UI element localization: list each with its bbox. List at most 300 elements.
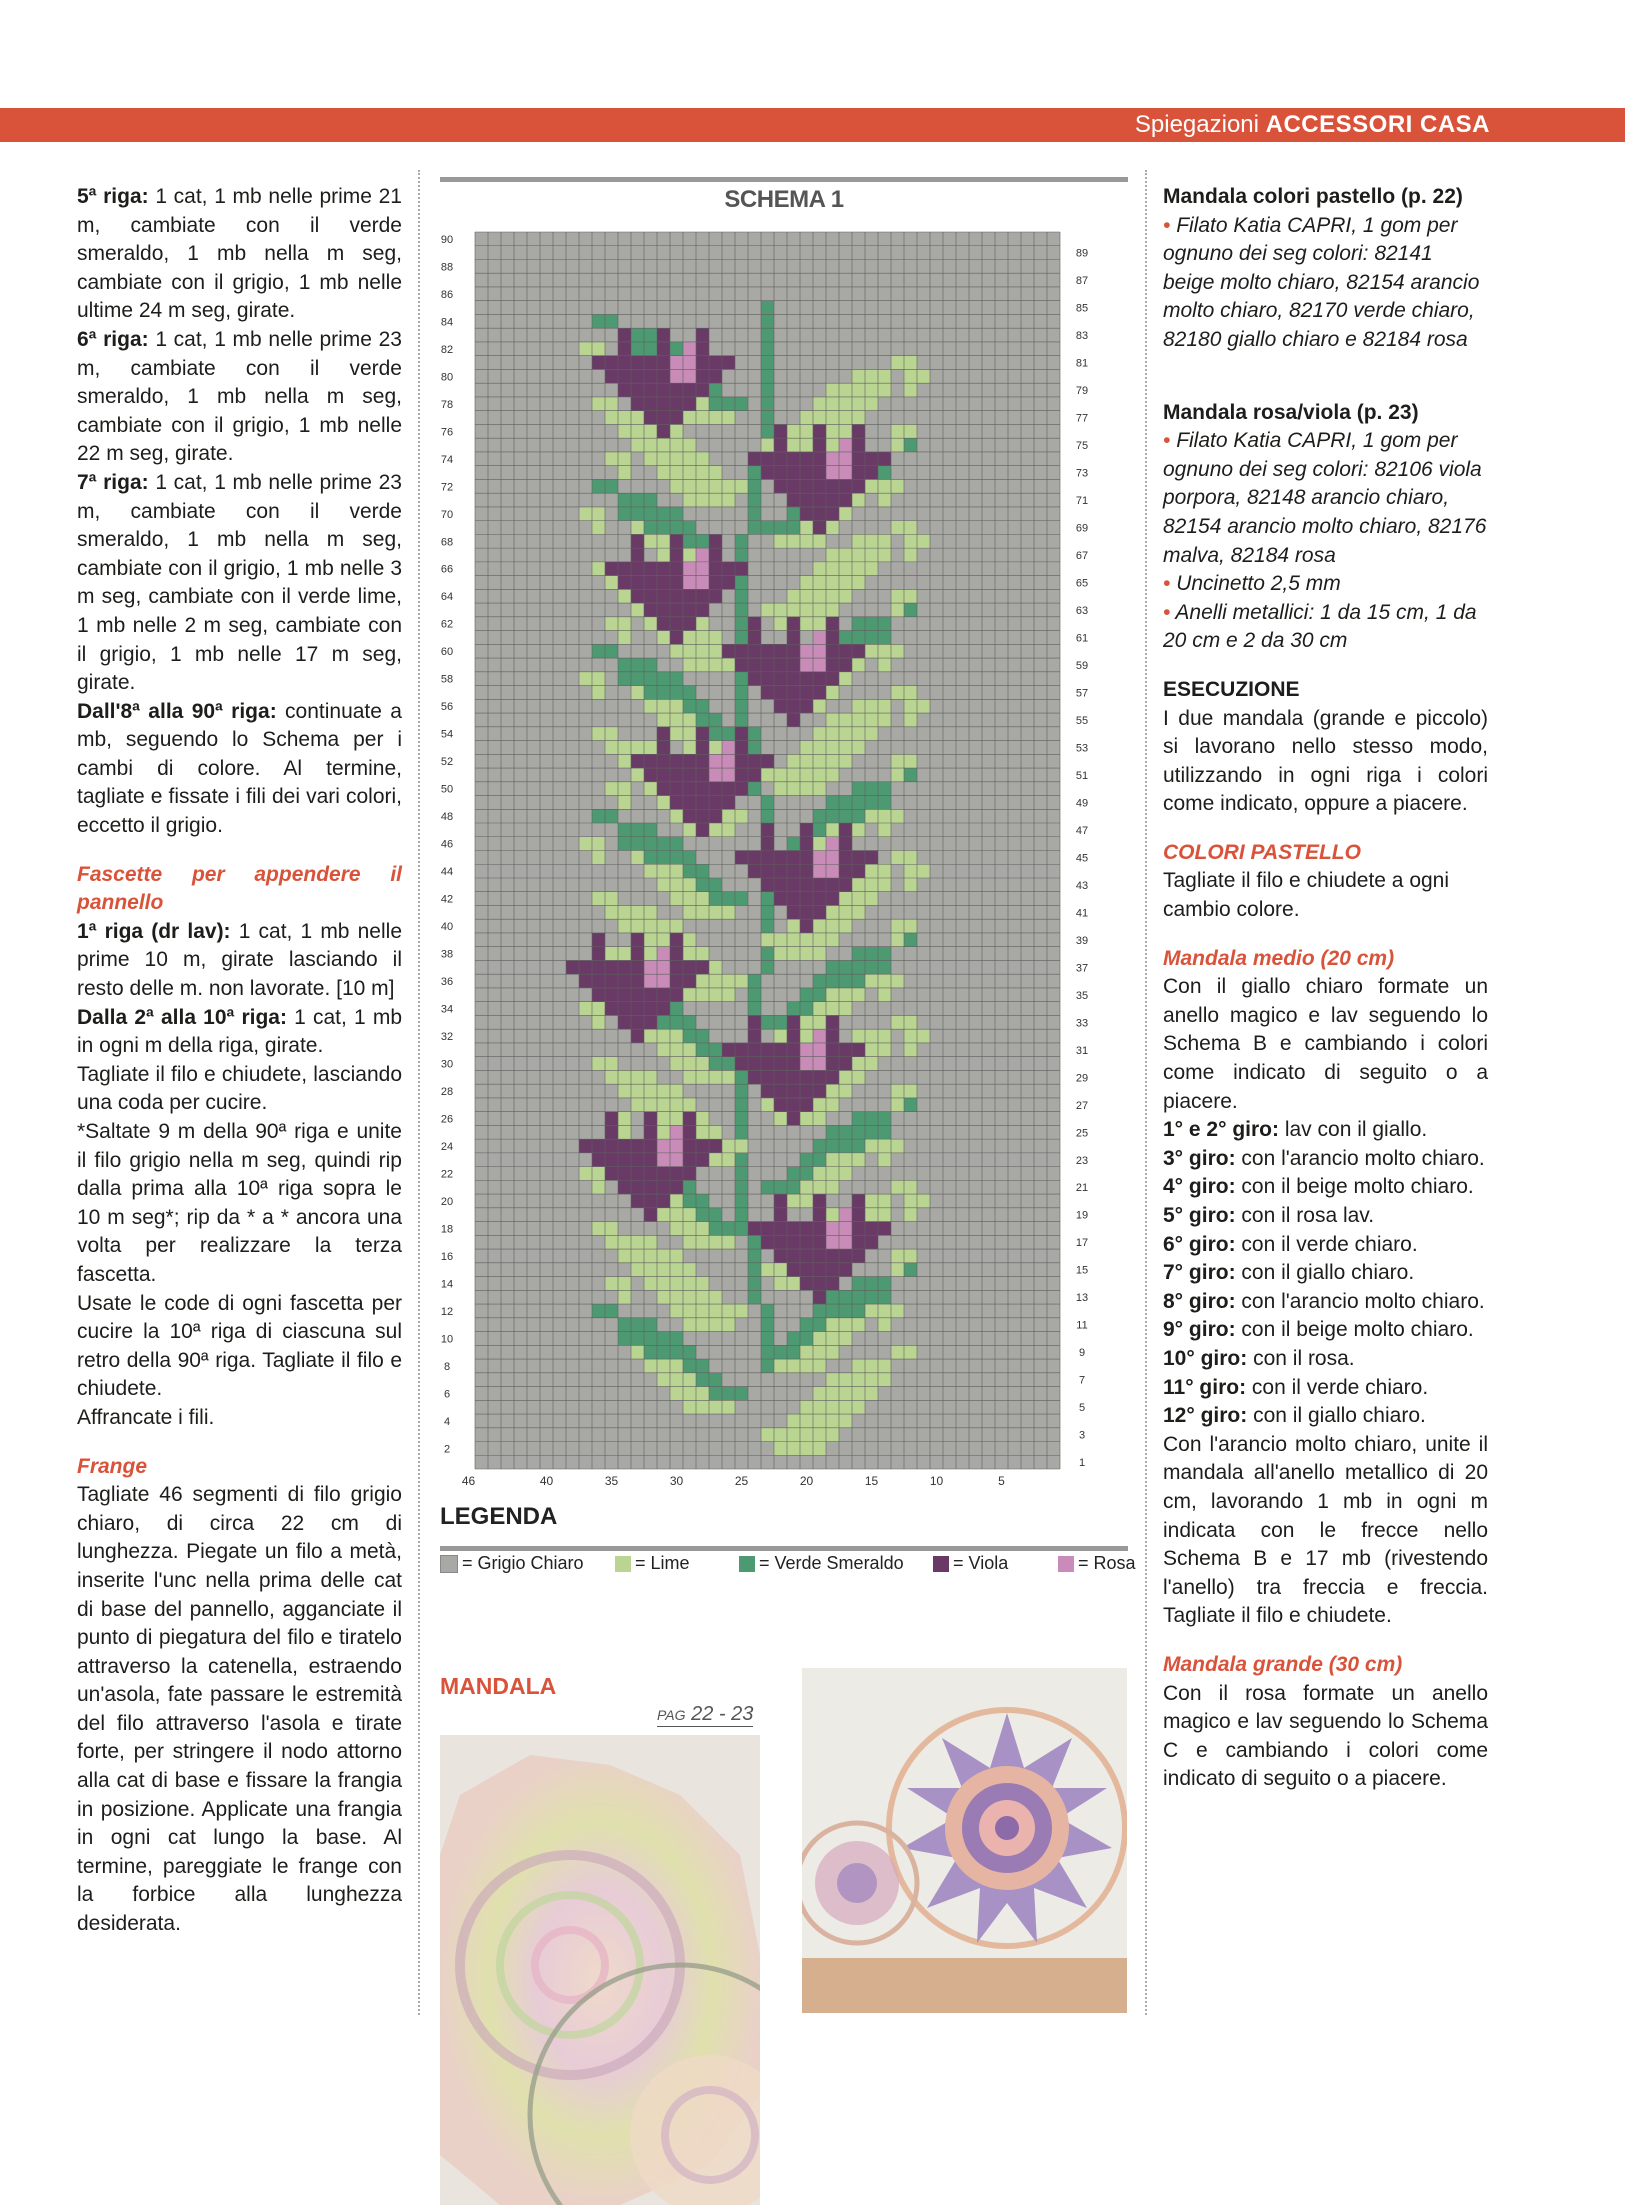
round-9 bbox=[1163, 1316, 1488, 1345]
stitch-cell bbox=[852, 878, 865, 892]
stitch-cell bbox=[592, 960, 605, 974]
stitch-cell bbox=[878, 960, 891, 974]
stitch-cell bbox=[631, 576, 644, 590]
stitch-cell bbox=[865, 1222, 878, 1236]
swatch-rosa bbox=[1058, 1556, 1074, 1572]
stitch-cell bbox=[670, 1057, 683, 1071]
stitch-cell bbox=[644, 1249, 657, 1263]
stitch-cell bbox=[852, 947, 865, 961]
stitch-cell bbox=[839, 1304, 852, 1318]
stitch-cell bbox=[683, 452, 696, 466]
stitch-cell bbox=[800, 589, 813, 603]
stitch-cell bbox=[787, 1222, 800, 1236]
stitch-cell bbox=[904, 768, 917, 782]
stitch-cell bbox=[709, 892, 722, 906]
stitch-cell bbox=[592, 988, 605, 1002]
stitch-cell bbox=[605, 411, 618, 425]
stitch-cell bbox=[605, 1222, 618, 1236]
stitch-cell bbox=[800, 1318, 813, 1332]
stitch-cell bbox=[839, 1222, 852, 1236]
stitch-cell bbox=[813, 782, 826, 796]
round-label: 6° giro: bbox=[1163, 1232, 1236, 1256]
stitch-cell bbox=[644, 1070, 657, 1084]
stitch-cell bbox=[644, 782, 657, 796]
stitch-cell bbox=[683, 1263, 696, 1277]
stitch-cell bbox=[787, 1194, 800, 1208]
stitch-cell bbox=[839, 1318, 852, 1332]
stitch-cell bbox=[800, 1084, 813, 1098]
stitch-cell bbox=[696, 1318, 709, 1332]
stitch-cell bbox=[579, 507, 592, 521]
stitch-cell bbox=[826, 809, 839, 823]
stitch-cell bbox=[800, 1098, 813, 1112]
stitch-cell bbox=[761, 328, 774, 342]
stitch-cell bbox=[579, 1139, 592, 1153]
stitch-cell bbox=[813, 823, 826, 837]
stitch-cell bbox=[644, 1139, 657, 1153]
materials-pastel-text bbox=[1163, 212, 1488, 355]
stitch-cell bbox=[839, 1139, 852, 1153]
stitch-cell bbox=[670, 548, 683, 562]
stitch-cell bbox=[670, 562, 683, 576]
stitch-cell bbox=[735, 1167, 748, 1181]
stitch-cell bbox=[748, 521, 761, 535]
stitch-cell bbox=[826, 1400, 839, 1414]
row-label-left: 84 bbox=[440, 316, 454, 329]
stitch-cell bbox=[657, 411, 670, 425]
stitch-cell bbox=[839, 1084, 852, 1098]
stitch-cell bbox=[592, 727, 605, 741]
stitch-cell bbox=[696, 383, 709, 397]
stitch-cell bbox=[631, 768, 644, 782]
stitch-cell bbox=[683, 1029, 696, 1043]
stitch-cell bbox=[839, 741, 852, 755]
stitch-cell bbox=[735, 1387, 748, 1401]
stitch-cell bbox=[657, 672, 670, 686]
stitch-cell bbox=[761, 672, 774, 686]
stitch-cell bbox=[592, 1167, 605, 1181]
stitch-cell bbox=[618, 562, 631, 576]
row-text: 1 cat, 1 mb nelle prime 21 m, cambiate con il verde smeraldo, 1 mb nella m seg, cambiate con il grigio, 1 mb nelle ultime 24 m seg, girate. bbox=[77, 185, 402, 323]
stitch-cell bbox=[761, 452, 774, 466]
stitch-cell bbox=[605, 452, 618, 466]
stitch-cell bbox=[865, 1112, 878, 1126]
stitch-cell bbox=[683, 823, 696, 837]
stitch-cell bbox=[774, 947, 787, 961]
stitch-cell bbox=[748, 864, 761, 878]
stitch-cell bbox=[696, 1139, 709, 1153]
stitch-cell bbox=[709, 1318, 722, 1332]
stitch-cell bbox=[891, 644, 904, 658]
stitch-cell bbox=[618, 672, 631, 686]
stitch-cell bbox=[657, 1112, 670, 1126]
row-label-right: 35 bbox=[1075, 989, 1089, 1002]
stitch-cell bbox=[774, 466, 787, 480]
stitch-cell bbox=[592, 933, 605, 947]
stitch-cell bbox=[800, 424, 813, 438]
stitch-cell bbox=[657, 1290, 670, 1304]
stitch-cell bbox=[644, 369, 657, 383]
stitch-cell bbox=[904, 534, 917, 548]
stitch-cell bbox=[683, 1208, 696, 1222]
row-label-right: 37 bbox=[1075, 962, 1089, 975]
stitch-cell bbox=[813, 521, 826, 535]
row-label-right: 13 bbox=[1075, 1292, 1089, 1305]
column-label: 20 bbox=[799, 1474, 814, 1488]
stitch-cell bbox=[644, 658, 657, 672]
stitch-cell bbox=[657, 1345, 670, 1359]
stitch-cell bbox=[618, 974, 631, 988]
stitch-cell bbox=[839, 507, 852, 521]
stitch-cell bbox=[800, 892, 813, 906]
pastel-colors-text: Tagliate il filo e chiudete a ogni cambio colore. bbox=[1163, 869, 1450, 922]
stitch-cell bbox=[657, 1332, 670, 1346]
stitch-cell bbox=[813, 878, 826, 892]
row-label-left: 90 bbox=[440, 233, 454, 246]
stitch-cell bbox=[696, 631, 709, 645]
stitch-cell bbox=[644, 1318, 657, 1332]
stitch-cell bbox=[722, 741, 735, 755]
stitch-cell bbox=[631, 947, 644, 961]
stitch-cell bbox=[735, 1194, 748, 1208]
stitch-cell bbox=[917, 1194, 930, 1208]
stitch-cell bbox=[865, 466, 878, 480]
stitch-cell bbox=[826, 823, 839, 837]
stitch-cell bbox=[826, 988, 839, 1002]
stitch-cell bbox=[618, 960, 631, 974]
row-label-left: 70 bbox=[440, 508, 454, 521]
stitch-cell bbox=[722, 1400, 735, 1414]
stitch-cell bbox=[722, 809, 735, 823]
stitch-cell bbox=[800, 988, 813, 1002]
stitch-cell bbox=[904, 1208, 917, 1222]
stitch-cell bbox=[644, 342, 657, 356]
stitch-cell bbox=[683, 782, 696, 796]
stitch-cell bbox=[852, 369, 865, 383]
stitch-cell bbox=[709, 493, 722, 507]
stitch-cell bbox=[644, 768, 657, 782]
stitch-cell bbox=[865, 1304, 878, 1318]
stitch-cell bbox=[774, 603, 787, 617]
stitch-cell bbox=[787, 686, 800, 700]
stitch-cell bbox=[709, 1373, 722, 1387]
stitch-cell bbox=[670, 1015, 683, 1029]
stitch-cell bbox=[748, 768, 761, 782]
stitch-cell bbox=[917, 699, 930, 713]
swatch-lime bbox=[615, 1556, 631, 1572]
stitch-cell bbox=[904, 1098, 917, 1112]
stitch-cell bbox=[865, 1235, 878, 1249]
stitch-cell bbox=[774, 686, 787, 700]
stitch-cell bbox=[683, 644, 696, 658]
stitch-cell bbox=[787, 1029, 800, 1043]
stitch-cell bbox=[683, 356, 696, 370]
row-text: 1 cat, 1 mb nelle prime 10 m, girate lasciando il resto delle m. non lavorate. [10 m] bbox=[77, 919, 402, 1001]
stitch-cell bbox=[748, 672, 761, 686]
stitch-cell bbox=[631, 741, 644, 755]
stitch-cell bbox=[696, 892, 709, 906]
row-label-left: 8 bbox=[443, 1360, 451, 1373]
stitch-cell bbox=[592, 507, 605, 521]
stitch-cell bbox=[722, 1387, 735, 1401]
stitch-cell bbox=[618, 1070, 631, 1084]
legend-item-verde bbox=[739, 1553, 904, 1574]
stitch-cell bbox=[761, 837, 774, 851]
stitch-cell bbox=[774, 452, 787, 466]
stitch-cell bbox=[657, 424, 670, 438]
stitch-cell bbox=[670, 356, 683, 370]
row-label-left: 12 bbox=[440, 1305, 454, 1318]
stitch-cell bbox=[735, 589, 748, 603]
stitch-cell bbox=[813, 809, 826, 823]
stitch-cell bbox=[631, 823, 644, 837]
stitch-cell bbox=[813, 576, 826, 590]
row-label-left: 60 bbox=[440, 646, 454, 659]
stitch-cell bbox=[774, 1249, 787, 1263]
stitch-cell bbox=[852, 438, 865, 452]
stitch-cell bbox=[826, 1167, 839, 1181]
row-label-left: 56 bbox=[440, 701, 454, 714]
round-text: con il beige molto chiaro. bbox=[1235, 1175, 1474, 1199]
stitch-cell bbox=[657, 768, 670, 782]
stitch-cell bbox=[852, 493, 865, 507]
round-label: 12° giro: bbox=[1163, 1404, 1248, 1428]
stitch-cell bbox=[618, 466, 631, 480]
stitch-cell bbox=[865, 1139, 878, 1153]
row-label-left: 58 bbox=[440, 673, 454, 686]
stitch-cell bbox=[891, 933, 904, 947]
stitch-cell bbox=[813, 1043, 826, 1057]
stitch-cell bbox=[904, 1029, 917, 1043]
stitch-cell bbox=[813, 933, 826, 947]
stitch-cell bbox=[852, 1387, 865, 1401]
stitch-cell bbox=[761, 603, 774, 617]
stitch-cell bbox=[813, 864, 826, 878]
stitch-cell bbox=[696, 1400, 709, 1414]
stitch-cell bbox=[800, 741, 813, 755]
stitch-cell bbox=[644, 1015, 657, 1029]
stitch-cell bbox=[592, 974, 605, 988]
stitch-cell bbox=[592, 1153, 605, 1167]
stitch-cell bbox=[618, 1249, 631, 1263]
stitch-cell bbox=[904, 686, 917, 700]
stitch-cell bbox=[839, 796, 852, 810]
stitch-cell bbox=[800, 947, 813, 961]
stitch-cell bbox=[644, 493, 657, 507]
stitch-cell bbox=[800, 933, 813, 947]
stitch-cell bbox=[631, 548, 644, 562]
stitch-cell bbox=[813, 397, 826, 411]
stitch-cell bbox=[657, 603, 670, 617]
stitch-cell bbox=[826, 851, 839, 865]
stitch-cell bbox=[683, 878, 696, 892]
stitch-cell bbox=[748, 782, 761, 796]
stitch-cell bbox=[787, 452, 800, 466]
stitch-cell bbox=[839, 548, 852, 562]
stitch-cell bbox=[709, 356, 722, 370]
stitch-cell bbox=[735, 1098, 748, 1112]
stitch-cell bbox=[709, 1387, 722, 1401]
stitch-cell bbox=[826, 493, 839, 507]
row-label: 7ª riga: bbox=[77, 470, 149, 494]
stitch-cell bbox=[826, 438, 839, 452]
round-1-2 bbox=[1163, 1116, 1488, 1145]
row-label-left: 62 bbox=[440, 618, 454, 631]
stitch-cell bbox=[696, 1235, 709, 1249]
stitch-cell bbox=[852, 1359, 865, 1373]
stitch-cell bbox=[852, 479, 865, 493]
stitch-cell bbox=[865, 864, 878, 878]
stitch-cell bbox=[878, 452, 891, 466]
stitch-cell bbox=[592, 1304, 605, 1318]
stitch-cell bbox=[839, 438, 852, 452]
stitch-cell bbox=[657, 1373, 670, 1387]
stitch-cell bbox=[787, 1084, 800, 1098]
pastel-colors-heading: COLORI PASTELLO bbox=[1163, 840, 1361, 864]
stitch-cell bbox=[748, 1263, 761, 1277]
stitch-cell bbox=[618, 631, 631, 645]
stitch-cell bbox=[800, 493, 813, 507]
stitch-cell bbox=[735, 974, 748, 988]
stitch-cell bbox=[644, 851, 657, 865]
stitch-cell bbox=[644, 452, 657, 466]
stitch-cell bbox=[670, 713, 683, 727]
mandala-photo-violet bbox=[802, 1668, 1127, 2013]
stitch-cell bbox=[761, 1070, 774, 1084]
stitch-cell bbox=[852, 1057, 865, 1071]
stitch-cell bbox=[735, 782, 748, 796]
stitch-cell bbox=[735, 699, 748, 713]
stitch-cell bbox=[722, 974, 735, 988]
stitch-cell bbox=[657, 1098, 670, 1112]
stitch-cell bbox=[579, 672, 592, 686]
item-text: Filato Katia CAPRI, 1 gom per ognuno dei seg colori: 82141 beige molto chiaro, 82154 arancio molto chiaro, 82170 verde chiaro, 82180 giallo chiaro e 82184 rosa bbox=[1163, 213, 1480, 351]
stitch-cell bbox=[605, 1057, 618, 1071]
stitch-cell bbox=[865, 1387, 878, 1401]
stitch-cell bbox=[774, 699, 787, 713]
stitch-cell bbox=[605, 1153, 618, 1167]
row-label-right: 73 bbox=[1075, 467, 1089, 480]
legend-item-lime bbox=[615, 1553, 690, 1574]
round-text: con il rosa lav. bbox=[1235, 1204, 1375, 1227]
stitch-cell bbox=[852, 1373, 865, 1387]
stitch-cell bbox=[618, 1277, 631, 1291]
stitch-cell bbox=[735, 1153, 748, 1167]
stitch-cell bbox=[852, 1153, 865, 1167]
stitch-cell bbox=[774, 1263, 787, 1277]
stitch-cell bbox=[839, 809, 852, 823]
stitch-cell bbox=[748, 466, 761, 480]
stitch-cell bbox=[618, 507, 631, 521]
stitch-cell bbox=[852, 534, 865, 548]
stitch-cell bbox=[813, 1263, 826, 1277]
stitch-cell bbox=[644, 699, 657, 713]
stitch-cell bbox=[605, 562, 618, 576]
stitch-cell bbox=[683, 686, 696, 700]
section-title: ACCESSORI CASA bbox=[1265, 111, 1490, 138]
stitch-cell bbox=[644, 383, 657, 397]
stitch-cell bbox=[644, 905, 657, 919]
stitch-cell bbox=[722, 397, 735, 411]
stitch-cell bbox=[696, 713, 709, 727]
stitch-cell bbox=[904, 864, 917, 878]
stitch-cell bbox=[826, 1180, 839, 1194]
stitch-cell bbox=[696, 1222, 709, 1236]
stitch-cell bbox=[683, 397, 696, 411]
stitch-cell bbox=[878, 658, 891, 672]
round-text: con il rosa. bbox=[1247, 1346, 1355, 1370]
row-label-left: 4 bbox=[443, 1415, 451, 1428]
stitch-cell bbox=[865, 1057, 878, 1071]
stitch-cell bbox=[592, 892, 605, 906]
legend-label: = Viola bbox=[953, 1553, 1009, 1573]
stitch-cell bbox=[800, 823, 813, 837]
stitch-cell bbox=[657, 782, 670, 796]
row-label-left: 28 bbox=[440, 1086, 454, 1098]
stitch-cell bbox=[878, 809, 891, 823]
column-label: 40 bbox=[539, 1474, 554, 1488]
stitch-cell bbox=[592, 521, 605, 535]
stitch-cell bbox=[670, 576, 683, 590]
stitch-cell bbox=[787, 438, 800, 452]
stitch-cell bbox=[618, 741, 631, 755]
row-label-right: 51 bbox=[1075, 769, 1089, 782]
finishing-text: Con l'arancio molto chiaro, unite il mandala all'anello metallico di 20 cm, lavorando 1 mb in ogni m indicata con le frecce nello Schema B e 17 mb (rivestendo l'anello) tra freccia e freccia. Tagliate il filo e chiudete. bbox=[1163, 1432, 1488, 1628]
stitch-cell bbox=[670, 617, 683, 631]
stitch-cell bbox=[683, 1125, 696, 1139]
stitch-cell bbox=[787, 534, 800, 548]
stitch-cell bbox=[839, 1290, 852, 1304]
stitch-cell bbox=[618, 988, 631, 1002]
stitch-cell bbox=[826, 1043, 839, 1057]
stitch-cell bbox=[826, 1139, 839, 1153]
stitch-cell bbox=[904, 1180, 917, 1194]
stitch-cell bbox=[618, 1125, 631, 1139]
stitch-cell bbox=[865, 452, 878, 466]
stitch-cell bbox=[787, 1167, 800, 1181]
stitch-cell bbox=[631, 988, 644, 1002]
stitch-cell bbox=[631, 754, 644, 768]
stitch-cell bbox=[813, 411, 826, 425]
stitch-cell bbox=[891, 1139, 904, 1153]
stitch-cell bbox=[852, 1277, 865, 1291]
stitch-cell bbox=[787, 1428, 800, 1442]
stitch-cell bbox=[826, 1263, 839, 1277]
stitch-cell bbox=[826, 960, 839, 974]
stitch-cell bbox=[683, 809, 696, 823]
stitch-cell bbox=[657, 562, 670, 576]
stitch-cell bbox=[813, 1387, 826, 1401]
stitch-cell bbox=[774, 1345, 787, 1359]
stitch-cell bbox=[813, 1194, 826, 1208]
stitch-cell bbox=[579, 1002, 592, 1016]
stitch-cell bbox=[670, 411, 683, 425]
stitch-cell bbox=[670, 1345, 683, 1359]
round-text: con il verde chiaro. bbox=[1235, 1232, 1418, 1256]
stitch-cell bbox=[826, 1015, 839, 1029]
stitch-cell bbox=[670, 466, 683, 480]
pag-range: 22 - 23 bbox=[691, 1703, 754, 1725]
stitch-cell bbox=[852, 1043, 865, 1057]
stitch-cell bbox=[748, 1043, 761, 1057]
stitch-cell bbox=[865, 782, 878, 796]
stitch-cell bbox=[605, 1112, 618, 1126]
stitch-cell bbox=[865, 947, 878, 961]
stitch-cell bbox=[631, 919, 644, 933]
stitch-cell bbox=[878, 1359, 891, 1373]
stitch-cell bbox=[605, 1235, 618, 1249]
stitch-cell bbox=[904, 548, 917, 562]
